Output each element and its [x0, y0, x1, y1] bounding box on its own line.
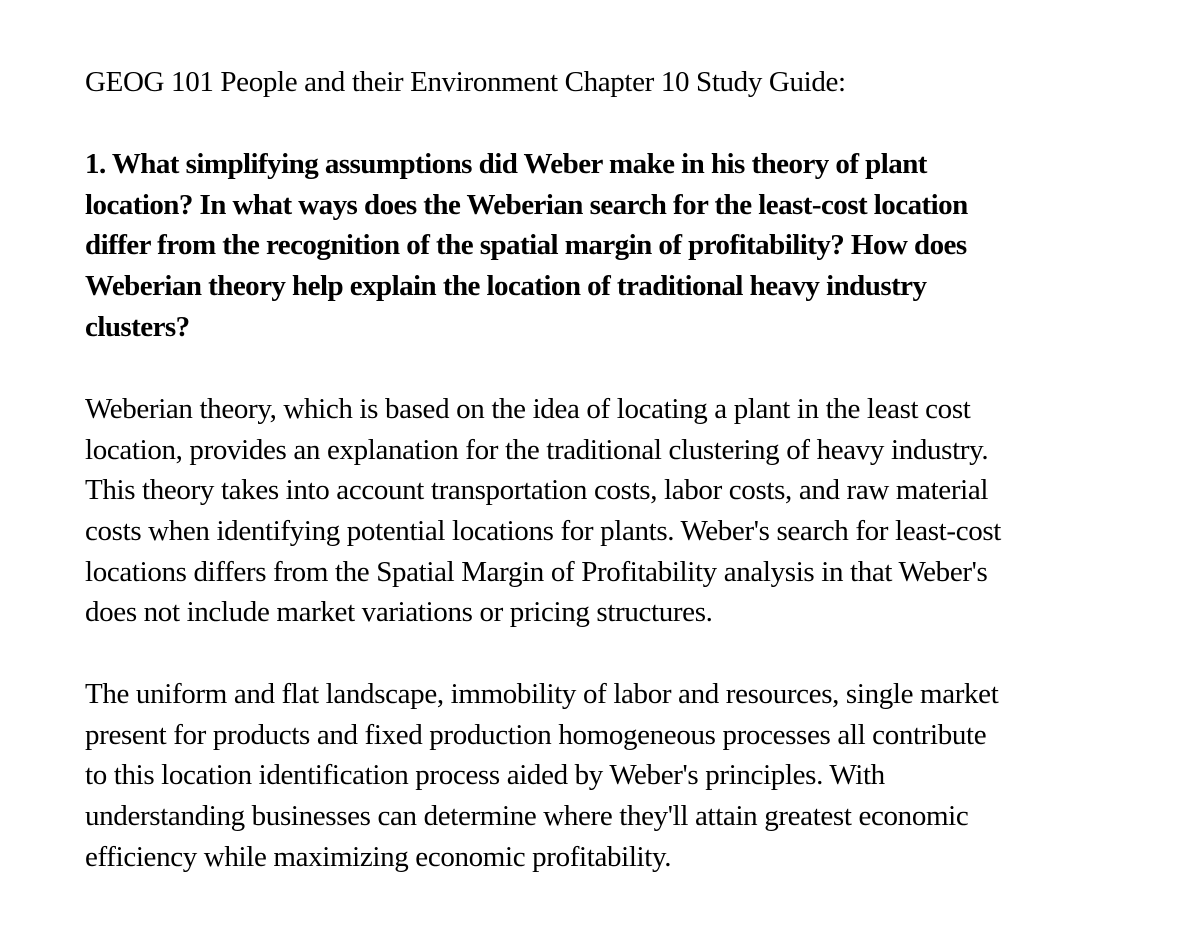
answer-line: locations differs from the Spatial Margin of Profitability analysis in that Weber's — [85, 556, 988, 588]
question-line: 1. What simplifying assumptions did Weber make in his theory of plant — [85, 148, 927, 180]
answer-line: Weberian theory, which is based on the idea of locating a plant in the least cost — [85, 393, 971, 425]
answer-line: efficiency while maximizing economic profitability. — [85, 841, 672, 873]
question-line: Weberian theory help explain the location of traditional heavy industry — [85, 270, 927, 302]
question-line: location? In what ways does the Weberian search for the least-cost location — [85, 189, 968, 221]
document-title: GEOG 101 People and their Environment Chapter 10 Study Guide: — [85, 66, 846, 98]
answer-line: to this location identification process aided by Weber's principles. With — [85, 759, 885, 791]
answer-line: understanding businesses can determine where they'll attain greatest economic — [85, 800, 969, 832]
answer-line: This theory takes into account transportation costs, labor costs, and raw material — [85, 474, 989, 506]
question-line: differ from the recognition of the spatial margin of profitability? How does — [85, 229, 967, 261]
answer-line: The uniform and flat landscape, immobility of labor and resources, single market — [85, 678, 999, 710]
answer-line: costs when identifying potential locations for plants. Weber's search for least-cost — [85, 515, 1002, 547]
answer-line: present for products and fixed production homogeneous processes all contribute — [85, 719, 987, 751]
answer-line: location, provides an explanation for the traditional clustering of heavy industry. — [85, 434, 989, 466]
answer-line: does not include market variations or pricing structures. — [85, 596, 713, 628]
question-line: clusters? — [85, 311, 190, 343]
